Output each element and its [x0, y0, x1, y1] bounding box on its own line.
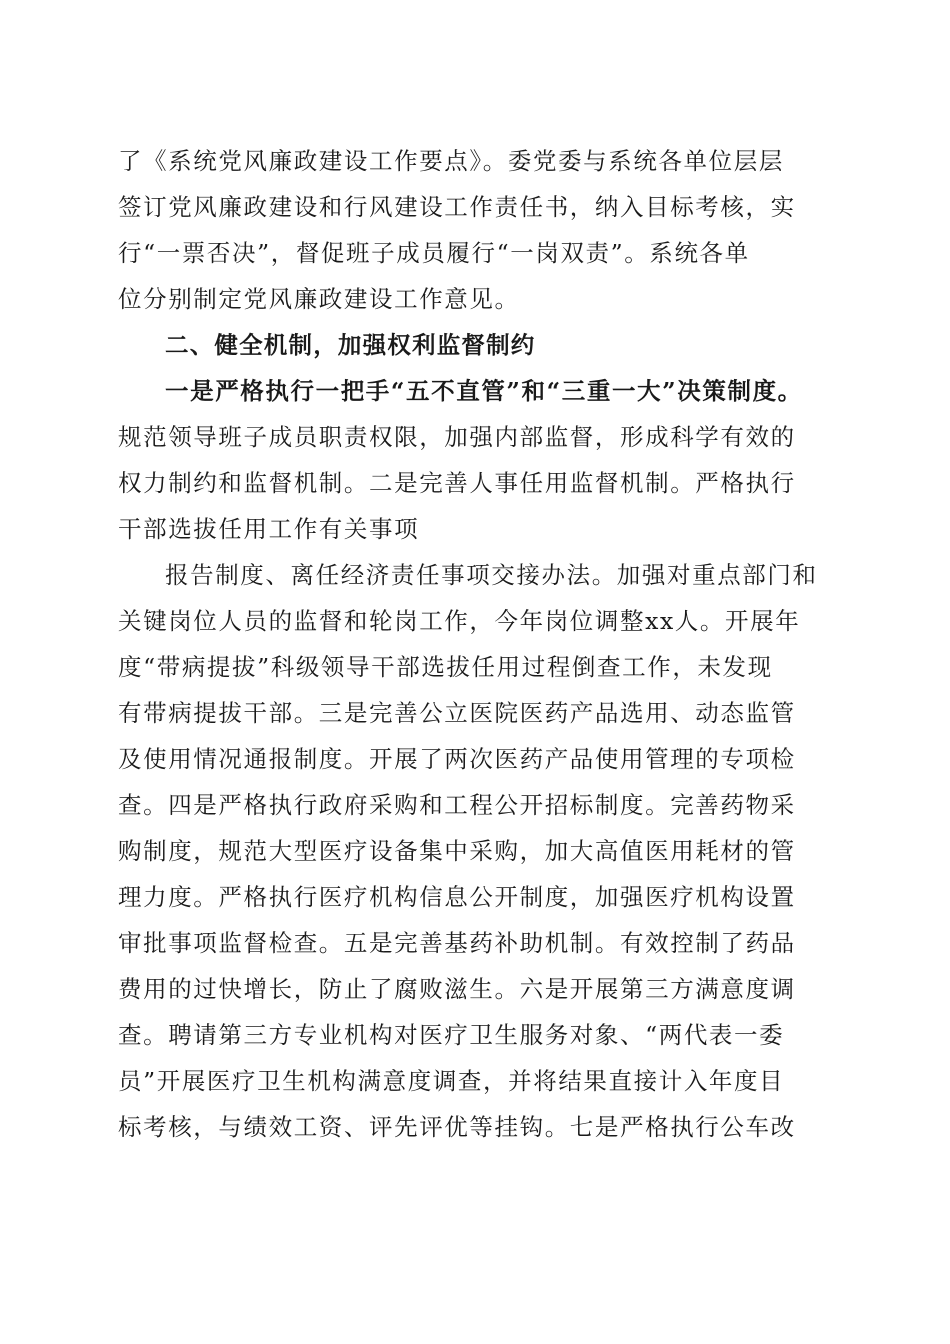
text-line: 理力度。严格执行医疗机构信息公开制度，加强医疗机构设置 [118, 883, 796, 911]
paragraph-responsibility [118, 138, 830, 322]
text-line: 及使用情况通报制度。开展了两次医药产品使用管理的专项检 [118, 745, 796, 773]
text-line: 签订党风廉政建设和行风建设工作责任书，纳入目标考核，实 [118, 193, 796, 221]
text-line: 了《系统党风廉政建设工作要点》。委党委与系统各单位层层 [118, 147, 784, 175]
document-body [118, 138, 830, 1150]
text-line: 报告制度、离任经济责任事项交接办法。加强对重点部门和 [165, 561, 818, 589]
text-line: 关键岗位人员的监督和轮岗工作，今年岗位调整xx人。开展年 [118, 607, 801, 635]
paragraph-mechanism [118, 368, 830, 552]
text-line: 审批事项监督检查。五是完善基药补助机制。有效控制了药品 [118, 929, 796, 957]
paragraph-reporting [118, 552, 830, 1150]
text-line: 标考核，与绩效工资、评先评优等挂钩。七是严格执行公车改 [118, 1113, 796, 1141]
text-line: 员”开展医疗卫生机构满意度调查，并将结果直接计入年度目 [118, 1067, 785, 1095]
text-line: 查。四是严格执行政府采购和工程公开招标制度。完善药物采 [118, 791, 796, 819]
text-line: 规范领导班子成员职责权限，加强内部监督，形成科学有效的 [118, 423, 796, 451]
text-line: 费用的过快增长，防止了腐败滋生。六是开展第三方满意度调 [118, 975, 796, 1003]
text-line: 度“带病提拔”科级领导干部选拔任用过程倒查工作，未发现 [118, 653, 773, 681]
section-heading: 二、健全机制，加强权利监督制约 [165, 331, 536, 359]
text-line: 行“一票否决”，督促班子成员履行“一岗双责”。系统各单 [118, 239, 750, 267]
text-line: 购制度，规范大型医疗设备集中采购，加大高值医用耗材的管 [118, 837, 796, 865]
text-line: 一是严格执行一把手“五不直管”和“三重一大”决策制度。 [165, 377, 803, 405]
text-line: 权力制约和监督机制。二是完善人事任用监督机制。严格执行 [118, 469, 796, 497]
text-line: 干部选拔任用工作有关事项 [118, 515, 420, 543]
text-line: 位分别制定党风廉政建设工作意见。 [118, 285, 520, 313]
text-line: 查。聘请第三方专业机构对医疗卫生服务对象、“两代表一委 [118, 1021, 785, 1049]
text-line: 有带病提拔干部。三是完善公立医院医药产品选用、动态监管 [118, 699, 796, 727]
